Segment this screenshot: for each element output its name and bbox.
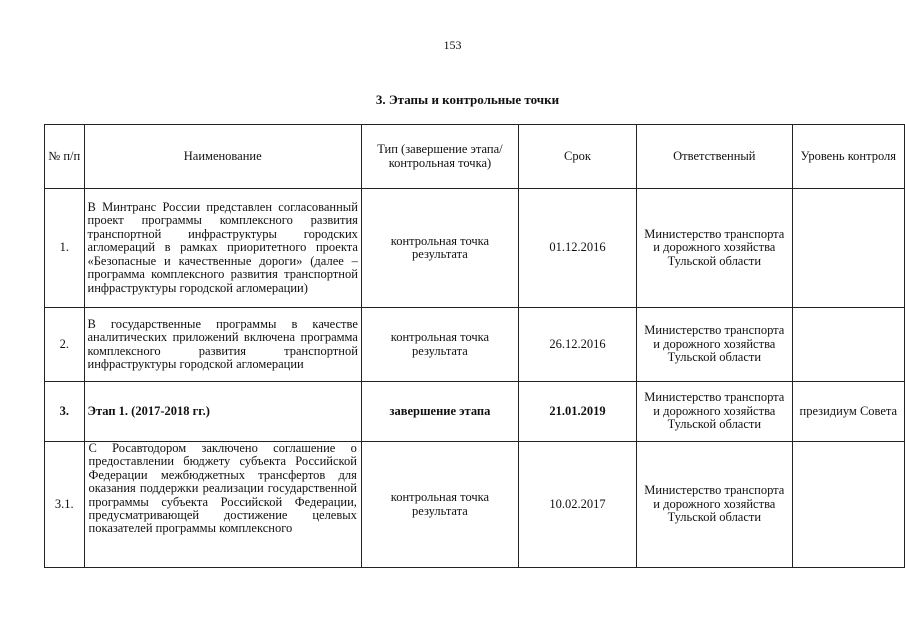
row-responsible: Министерство транспорта и дорожного хозяйства Тульской области bbox=[637, 442, 793, 568]
header-date: Срок bbox=[518, 125, 636, 189]
header-num: № п/п bbox=[45, 125, 85, 189]
row-control bbox=[792, 442, 904, 568]
row-type: контрольная точка результата bbox=[361, 189, 518, 308]
row-num: 3.1. bbox=[45, 442, 85, 568]
row-date: 26.12.2016 bbox=[518, 308, 636, 382]
row-type: контрольная точка результата bbox=[361, 442, 518, 568]
row-type: завершение этапа bbox=[361, 382, 518, 442]
header-control: Уровень контроля bbox=[792, 125, 904, 189]
row-control: президиум Совета bbox=[792, 382, 904, 442]
row-control bbox=[792, 189, 904, 308]
row-num: 1. bbox=[45, 189, 85, 308]
row-name: В государственные программы в качестве аналитических приложений включена программа комплексного развития транспортной инфраструктуры городской агломерации bbox=[84, 308, 361, 382]
row-num: 3. bbox=[45, 382, 85, 442]
section-title: 3. Этапы и контрольные точки bbox=[375, 92, 560, 107]
row-responsible: Министерство транспорта и дорожного хозяйства Тульской области bbox=[637, 308, 793, 382]
row-date: 21.01.2019 bbox=[518, 382, 636, 442]
row-date: 01.12.2016 bbox=[518, 189, 636, 308]
row-control bbox=[792, 308, 904, 382]
row-num: 2. bbox=[45, 308, 85, 382]
table-row bbox=[45, 442, 905, 568]
row-responsible: Министерство транспорта и дорожного хозяйства Тульской области bbox=[637, 382, 793, 442]
row-type: контрольная точка результата bbox=[361, 308, 518, 382]
row-name: С Росавтодором заключено соглашение о предоставлении бюджету субъекта Российской Федерации межбюджетных трансфертов для оказания поддержки реализации государственной программы субъекта Российской Федерации, предусматривающей достижение целевых показателей программы комплексного bbox=[88, 442, 357, 536]
row-date: 10.02.2017 bbox=[518, 442, 636, 568]
table-row bbox=[45, 382, 905, 442]
table-row bbox=[45, 189, 905, 308]
header-type: Тип (завершение этапа/контрольная точка) bbox=[361, 125, 518, 189]
row-name: Этап 1. (2017-2018 гг.) bbox=[84, 382, 361, 442]
table-header-row bbox=[45, 125, 905, 189]
milestones-table bbox=[44, 124, 905, 568]
header-name: Наименование bbox=[84, 125, 361, 189]
page-number: 153 bbox=[443, 38, 462, 52]
header-responsible: Ответственный bbox=[637, 125, 793, 189]
row-name: В Минтранс России представлен согласованный проект программы комплексного развития транспортной инфраструктуры городских агломераций в рамках приоритетного проекта «Безопасные и качественные дороги» (далее – программа комплексного развития транспортной инфраструктуры городской агломерации) bbox=[84, 189, 361, 308]
table-row bbox=[45, 308, 905, 382]
row-responsible: Министерство транспорта и дорожного хозяйства Тульской области bbox=[637, 189, 793, 308]
row-name-clip bbox=[89, 442, 357, 567]
